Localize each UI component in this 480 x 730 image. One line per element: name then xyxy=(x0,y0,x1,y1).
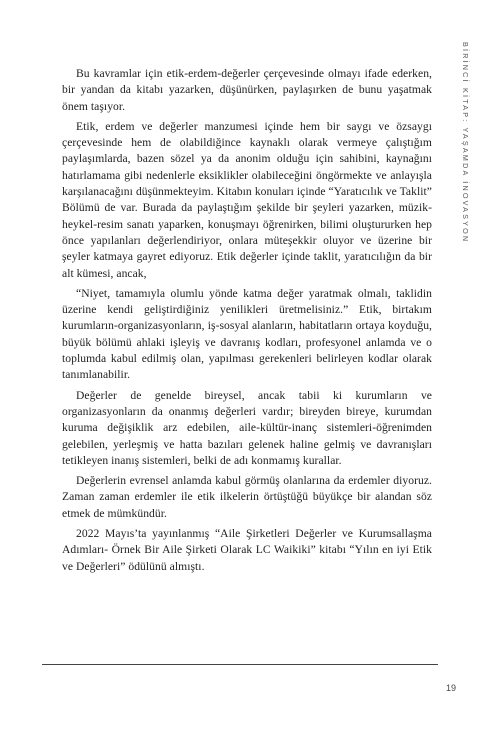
paragraph-2: Etik, erdem ve değerler manzumesi içinde hem bir saygı ve özsaygı çerçevesinde hem de olabildiğince kaynaklı olarak vermeye çalıştığım paylaşımlarda, bazen sözel ya da anonim olduğu için sahibini, kaynağını hatırlamama gibi nedenlerle eksiklikler olabileceğini öngörmekte ve anlayışla karşılanacağını düşünmekteyim. Kitabın konuları içinde “Yaratıcılık ve Taklit” Bölümü de var. Burada da paylaştığım şekilde bir şeyleri yazarken, müzik-heykel-resim sanatı yaparken, konuşmayı öğrenirken, bilimi oluştururken hep önce yapılanları değerlendiriyor, onlara müteşekkir oluyor ve üzerine bir şeyler katmaya gayret ediyoruz. Etik değerler içinde taklit, yaratıcılığın da bir alt kümesi, ancak, xyxy=(62,119,432,280)
paragraph-6: 2022 Mayıs’ta yayınlanmış “Aile Şirketleri Değerler ve Kurumsallaşma Adımları- Örnek Bir Aile Şirketi Olarak LC Waikiki” kitabı “Yılın en iyi Etik ve Değerleri” ödülünü almıştı. xyxy=(62,527,432,573)
body-text xyxy=(62,66,432,579)
paragraph-4: Değerler de genelde bireysel, ancak tabii ki kurumların ve organizasyonların da onanmış değerleri vardır; bireyden bireye, kurumdan kuruma değişiklik arz edebilen, aile-kültür-inanç sistemleri-öğrenimden gelebilen, yerleşmiş ve hatta bazıları gelenek haline gelmiş ve davranışları tetikleyen inanış sistemleri, belki de adı konmamış kurallar. xyxy=(62,388,432,467)
running-header: BİRİNCİ KİTAP: YAŞAMDA İNOVASYON xyxy=(461,42,470,244)
page-number: 19 xyxy=(446,683,457,693)
footer-rule xyxy=(42,664,438,665)
paragraph-3: “Niyet, tamamıyla olumlu yönde katma değer yaratmak olmalı, taklidin üzerine kendi geliştirdiğiniz yenilikleri üretmelisiniz.” Etik, birtakım kurumların-organizasyonların, iş-sosyal alanların, habitatların ortaya koyduğu, büyük bölümü ahlaki işleyiş ve davranış kodları, profesyonel anlamda ve o toplumda kabul edilmiş olan, yapılması gerekenleri belirleyen kodlar olarak tanımlanabilir. xyxy=(62,286,432,382)
paragraph-5: Değerlerin evrensel anlamda kabul görmüş olanlarına da erdemler diyoruz. Zaman zaman erdemler ile etik ilkelerin örtüştüğü büyükçe bir alandan söz etmek de mümkündür. xyxy=(62,474,432,520)
paragraph-1: Bu kavramlar için etik-erdem-değerler çerçevesinde olmayı ifade ederken, bir yandan da kitabı yazarken, düşünürken, paylaşırken de bunu yaşatmak önem taşıyor. xyxy=(62,67,432,113)
